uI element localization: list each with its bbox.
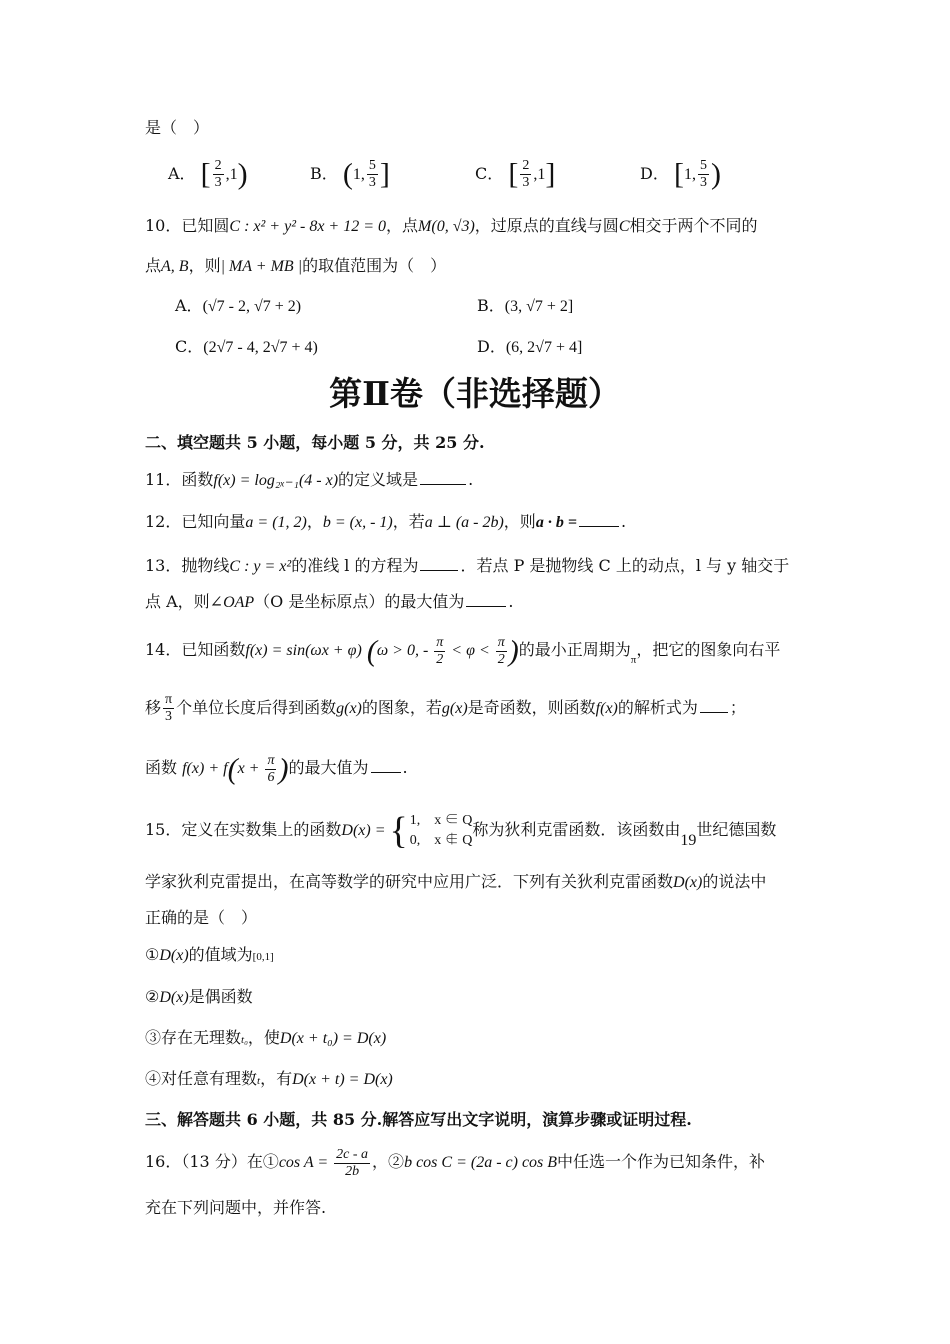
q15-text: 是偶函数 — [188, 987, 253, 1006]
q12-line — [145, 512, 626, 533]
q15-text: 学家狄利克雷提出，在高等数学的研究中应用广泛．下列有关狄利克雷函数 — [145, 872, 674, 891]
q14-shift: $\frac{\pi}{3}$ — [165, 692, 173, 724]
q15-text: ，使 — [247, 1028, 280, 1047]
q16-number: 16． — [145, 1152, 182, 1171]
q14-condition: (ω > 0, - $\frac{\pi}{2}$ < φ < $\frac{\pi}{2}$ ) — [366, 634, 519, 668]
section2-title: 第Ⅱ卷（非选择题） — [329, 374, 621, 413]
q10-text: 点 — [145, 256, 162, 275]
q12-end: . — [620, 512, 627, 531]
q13-line1 — [145, 556, 789, 577]
q11-end: . — [468, 470, 474, 489]
q14-text: 已知函数 — [181, 640, 246, 659]
q14-answer-blank-1[interactable] — [700, 710, 728, 713]
q10-text: 的取值范围为（ ） — [302, 256, 447, 275]
q14-end: . — [402, 758, 408, 777]
q15-t0: t₀ — [241, 1034, 248, 1046]
q16-condition-2: b cos C = (2a - c) cos B — [404, 1154, 558, 1171]
q10-option-a — [175, 296, 301, 317]
q16-line2: 充在下列问题中，并作答. — [145, 1198, 327, 1217]
q15-statement-4 — [145, 1069, 393, 1091]
q9-option-b-label: B． — [310, 164, 338, 183]
q15-text: 称为狄利克雷函数．该函数由 — [472, 820, 681, 839]
q13-text: 的准线 l 的方程为 — [291, 556, 419, 575]
q15-line3: 正确的是（ ） — [145, 908, 258, 927]
q15-marker: ② — [145, 987, 160, 1006]
q9-option-c-math: [ $\frac{2}{3}$ ,1] — [508, 157, 556, 191]
q9-option-a-math: [ $\frac{2}{3}$ ,1) — [200, 157, 248, 191]
q12-vector-b: b = (x, - 1) — [322, 514, 393, 531]
q10-option-a-math: (√7 - 2, √7 + 2) — [202, 298, 302, 315]
q10-text: ，点 — [386, 216, 419, 235]
q14-function-f: f(x) — [595, 700, 618, 717]
q14-line1 — [145, 632, 780, 678]
q10-text: 已知圆 — [181, 216, 230, 235]
q15-statement-3 — [145, 1028, 386, 1050]
q10-circle-c: C — [618, 218, 630, 235]
q15-text: 世纪德国数 — [696, 820, 777, 839]
q14-text: 的最大值为 — [288, 758, 369, 777]
q10-option-a-label: A． — [175, 296, 203, 315]
q10-number: 10． — [145, 216, 182, 235]
q12-text: ，若 — [392, 512, 425, 531]
q13-line2 — [145, 592, 513, 613]
q15-marker: ① — [145, 945, 160, 964]
q14-text: 个单位长度后得到函数 — [176, 698, 337, 717]
q10-option-b-math: (3, √7 + 2] — [504, 298, 574, 315]
q14-text: 的解析式为 — [617, 698, 698, 717]
q10-option-d — [477, 337, 582, 358]
q9-option-b — [310, 156, 390, 193]
q14-period: π — [630, 654, 637, 666]
q15-function-d: D(x) — [159, 947, 189, 964]
q9-option-d-label: D． — [640, 164, 669, 183]
q14-text: 函数 — [145, 758, 178, 777]
q15-line2 — [145, 872, 766, 893]
q10-point-m: M(0, √3) — [418, 218, 475, 235]
q10-text: 相交于两个不同的 — [629, 216, 758, 235]
q12-answer-blank[interactable] — [579, 524, 619, 527]
section2-header: 二、填空题共 5 小题，每小题 5 分，共 25 分. — [145, 433, 485, 452]
q14-sum-expression: f(x) + f(x + $\frac{\pi}{6}$ ) — [182, 752, 289, 786]
q15-function-d: D(x) — [673, 874, 703, 891]
q15-statement-1 — [145, 945, 274, 967]
q10-line1 — [145, 216, 758, 237]
q15-number: 15． — [145, 820, 182, 839]
q15-century: 19 — [680, 832, 697, 849]
q13-answer-blank-1[interactable] — [420, 568, 458, 571]
q14-text: 的图象，若 — [361, 698, 442, 717]
q14-line3 — [145, 750, 408, 787]
q9-stem-tail: 是（ ） — [145, 118, 210, 137]
q13-text: ．若点 P 是抛物线 C 上的动点，l 与 y 轴交于 — [460, 556, 790, 575]
q14-text: 是奇函数，则函数 — [467, 698, 596, 717]
q15-identity-1: D(x + t₀) = D(x) — [279, 1030, 387, 1047]
q10-option-d-math: (6, 2√7 + 4] — [505, 339, 583, 356]
q14-text: ，把它的图象向右平 — [636, 640, 781, 659]
q16-text: 中任选一个作为已知条件，补 — [557, 1152, 766, 1171]
q14-text: 的最小正周期为 — [518, 640, 631, 659]
q9-option-d — [640, 156, 721, 193]
q15-text: 的值域为 — [188, 945, 253, 964]
q14-semicolon: ； — [729, 698, 746, 717]
q12-dot-product: a · b = — [535, 514, 577, 531]
q10-option-b — [477, 296, 573, 317]
q16-line1 — [145, 1144, 765, 1181]
q15-function-d: D(x) — [341, 822, 371, 839]
q14-text: 移 — [145, 698, 162, 717]
q10-option-c-label: C． — [175, 337, 204, 356]
q11-answer-blank[interactable] — [420, 482, 466, 485]
q15-text: ④对任意有理数 — [145, 1069, 258, 1088]
q16-condition-1: cos A = $\frac{2c - a}{2b}$ — [278, 1146, 369, 1179]
q11-number: 11． — [145, 470, 182, 489]
q11-function-expression: f(x) = log₂ₓ₋₁(4 - x) — [213, 472, 339, 489]
q10-option-b-label: B． — [477, 296, 505, 315]
q15-function-d: D(x) — [159, 989, 189, 1006]
q16-text: ，② — [372, 1152, 405, 1171]
q9-option-d-math: [1, $\frac{5}{3}$ ) — [673, 157, 721, 191]
q9-option-c — [475, 156, 555, 193]
q11-text: 的定义域是 — [338, 470, 419, 489]
q10-option-c — [175, 337, 318, 358]
q10-line2 — [145, 256, 446, 277]
q12-text: ， — [306, 512, 323, 531]
q9-option-a — [168, 156, 248, 193]
q9-option-b-math: (1, $\frac{5}{3}$ ] — [342, 157, 390, 191]
q11-line — [145, 470, 473, 491]
q10-text: ，过原点的直线与圆 — [474, 216, 619, 235]
q16-text: （13 分）在① — [181, 1152, 279, 1171]
q15-identity-2: D(x + t) = D(x) — [292, 1071, 393, 1088]
q15-piecewise: { 1, x ∈ Q 0, x ∉ Q — [389, 809, 473, 852]
q15-t: t — [257, 1075, 261, 1087]
q10-text: ，则 — [188, 256, 221, 275]
q13-end: . — [508, 592, 514, 611]
q12-vector-a: a = (1, 2) — [245, 514, 307, 531]
q11-text: 函数 — [181, 470, 214, 489]
q15-statement-2 — [145, 987, 253, 1008]
q14-line2 — [145, 690, 746, 727]
q10-points-ab: A, B — [161, 258, 189, 275]
q13-angle-oap: ∠OAP — [209, 594, 255, 611]
q15-case-rational: 1, x ∈ Q — [409, 812, 473, 828]
q10-option-d-label: D． — [477, 337, 506, 356]
q13-text: 点 A，则 — [145, 592, 210, 611]
q10-option-c-math: (2√7 - 4, 2√7 + 4) — [203, 339, 318, 356]
q14-number: 14． — [145, 640, 182, 659]
q12-perpendicular-condition: a ⊥ (a - 2b) — [424, 514, 504, 531]
q13-number: 13． — [145, 556, 182, 575]
q13-text: （O 是坐标原点）的最大值为 — [254, 592, 465, 611]
q15-text: ，有 — [260, 1069, 293, 1088]
q10-vector-expression: | MA + MB | — [220, 258, 303, 275]
q15-case-irrational: 0, x ∉ Q — [409, 832, 473, 848]
q13-parabola-equation: C : y = x² — [229, 558, 292, 575]
q15-text: 的说法中 — [702, 872, 767, 891]
q14-function-g: g(x) — [336, 700, 362, 717]
q13-text: 抛物线 — [181, 556, 230, 575]
q15-line1: 15．定义在实数集上的函数D(x) = { 1, x ∈ Q 0, x ∉ Q 称为狄利克雷函数．该函数由19世纪德国数 — [145, 809, 777, 852]
q10-circle-equation: C : x² + y² - 8x + 12 = 0 — [229, 218, 387, 235]
q14-function-g: g(x) — [441, 700, 468, 717]
q15-text: ③存在无理数 — [145, 1028, 242, 1047]
q13-answer-blank-2[interactable] — [466, 604, 506, 607]
q14-answer-blank-2[interactable] — [371, 770, 401, 773]
section3-header: 三、解答题共 6 小题，共 85 分.解答应写出文字说明，演算步骤或证明过程. — [145, 1110, 692, 1129]
q12-text: ，则 — [503, 512, 536, 531]
q12-number: 12． — [145, 512, 182, 531]
q15-range-set: [0,1] — [252, 951, 274, 963]
q12-text: 已知向量 — [181, 512, 246, 531]
q9-option-c-label: C． — [475, 164, 504, 183]
q9-option-a-label: A． — [168, 164, 196, 183]
q15-text: 定义在实数集上的函数 — [181, 820, 342, 839]
q14-function: f(x) = sin(ωx + φ) — [245, 642, 362, 659]
